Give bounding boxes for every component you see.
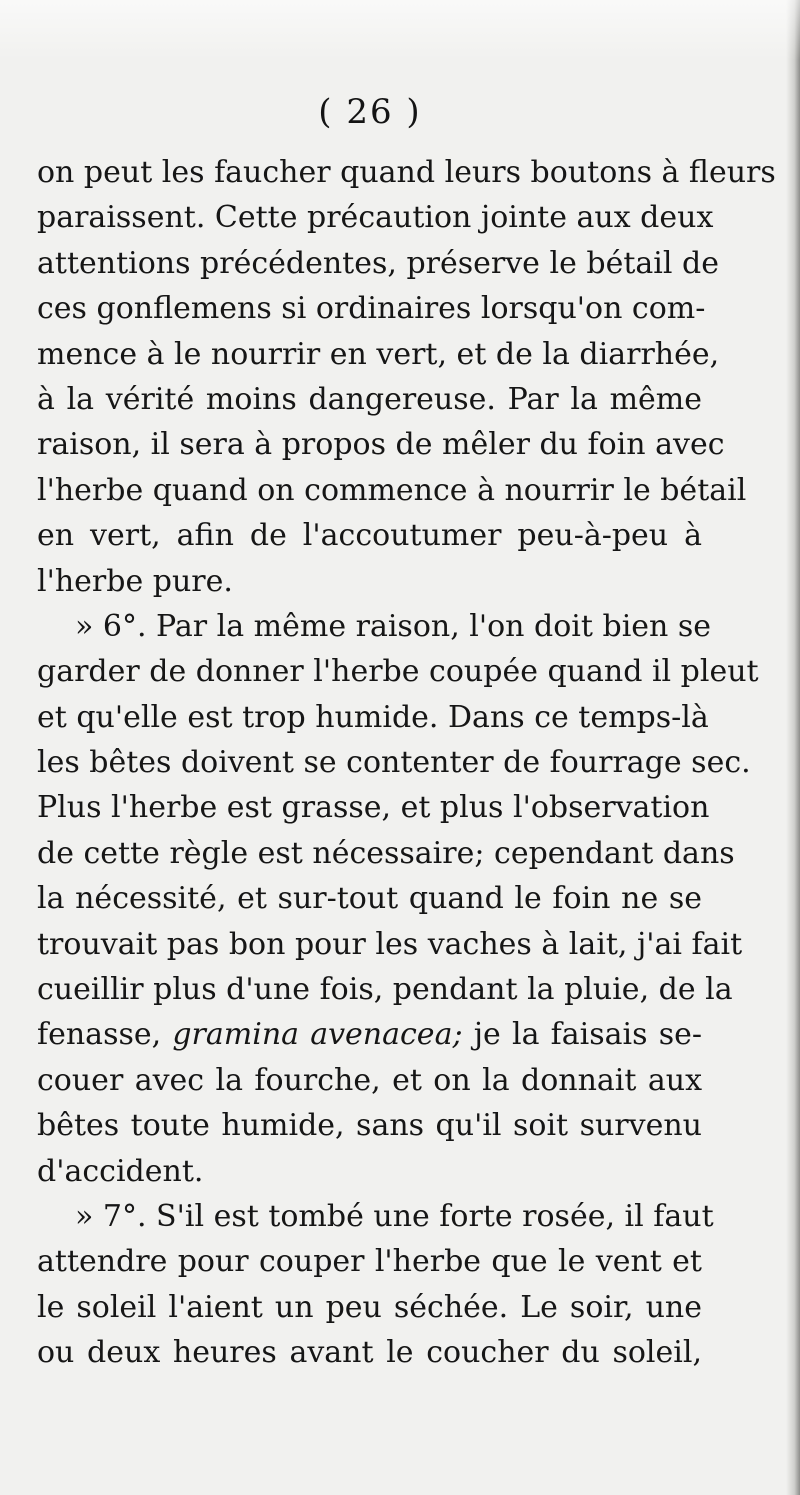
body-text xyxy=(37,150,776,1376)
text-line: attentions précédentes, préserve le bétail de xyxy=(37,245,719,281)
text-line: le soleil l'aient un peu séchée. Le soir, une xyxy=(37,1289,702,1325)
text-line: Plus l'herbe est grasse, et plus l'observation xyxy=(37,790,710,826)
text-line: couer avec la fourche, et on la donnait aux xyxy=(37,1062,702,1098)
text-line: mence à le nourrir en vert, et de la diarrhée, xyxy=(37,336,720,372)
text-line: garder de donner l'herbe coupée quand il pleut xyxy=(37,654,759,690)
text-line: d'accident. xyxy=(37,1153,204,1189)
text-line-fenasse: fenasse, gramina avenacea; je la faisais se- xyxy=(37,1017,702,1053)
text-line: les bêtes doivent se contenter de fourrage sec. xyxy=(37,745,751,781)
text-line: de cette règle est nécessaire; cependant dans xyxy=(37,835,735,871)
text-line: l'herbe quand on commence à nourrir le bétail xyxy=(37,472,747,508)
text-line: l'herbe pure. xyxy=(37,563,233,599)
text-line: paraissent. Cette précaution jointe aux deux xyxy=(37,200,714,236)
latin-term: gramina avenacea; xyxy=(172,1017,463,1053)
page-number: ( 26 ) xyxy=(318,92,422,132)
text-line: raison, il sera à propos de mêler du foin avec xyxy=(37,427,725,463)
text-line: » 7°. S'il est tombé une forte rosée, il faut xyxy=(75,1198,714,1234)
text-line: attendre pour couper l'herbe que le vent et xyxy=(37,1244,702,1280)
text-line: et qu'elle est trop humide. Dans ce temps-là xyxy=(37,699,709,735)
text-line: ces gonflemens si ordinaires lorsqu'on com- xyxy=(37,291,706,327)
text-line: » 6°. Par la même raison, l'on doit bien se xyxy=(75,608,712,644)
text-line: la nécessité, et sur-tout quand le foin ne se xyxy=(37,881,702,917)
text-line: cueillir plus d'une fois, pendant la pluie, de la xyxy=(37,972,733,1008)
text-line: ou deux heures avant le coucher du soleil, xyxy=(37,1335,702,1371)
text-line: trouvait pas bon pour les vaches à lait, j'ai fait xyxy=(37,926,743,962)
text-line: bêtes toute humide, sans qu'il soit survenu xyxy=(37,1108,702,1144)
text-line: en vert, afin de l'accoutumer peu-à-peu à xyxy=(37,518,702,554)
text-line: on peut les faucher quand leurs boutons à fleurs xyxy=(37,155,776,190)
text-line: à la vérité moins dangereuse. Par la même xyxy=(37,381,702,417)
